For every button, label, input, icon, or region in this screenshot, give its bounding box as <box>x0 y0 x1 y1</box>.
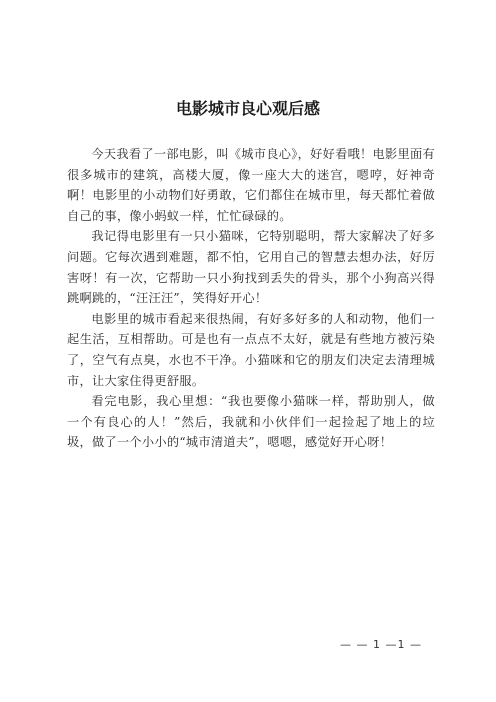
paragraph-1: 今天我看了一部电影，叫《城市良心》，好好看哦！电影里面有很多城市的建筑，高楼大厦，像一座大大的迷宫，嗯哼，好神奇啊！电影里的小动物们好勇敢，它们都住在城市里，每天都忙着做自己的事，像小蚂蚁一样，忙忙碌碌的。 <box>67 147 435 223</box>
paragraph-4: 看完电影，我心里想：“我也要像小猫咪一样，帮助别人，做一个有良心的人！”然后，我就和小伙伴们一起捡起了地上的垃圾，做了一个小小的“城市清道夫”，嗯嗯，感觉好开心呀！ <box>67 394 435 450</box>
document-title: 电影城市良心观后感 <box>175 99 320 118</box>
paragraph-3: 电影里的城市看起来很热闹，有好多好多的人和动物，他们一起生活，互相帮助。可是也有一点点不太好，就是有些地方被污染了，空气有点臭，水也不干净。小猫咪和它的朋友们决定去清理城市，让大家住得更舒服。 <box>67 311 435 388</box>
page-number-footer: — — 1 —1 — <box>340 638 422 651</box>
paragraph-2: 我记得电影里有一只小猫咪，它特别聪明，帮大家解决了好多问题。它每次遇到难题，都不怕，它用自己的智慧去想办法，好厉害呀！有一次，它帮助一只小狗找到丢失的骨头，那个小狗高兴得跳啊跳的，“汪汪汪”，笑得好开心！ <box>67 229 435 306</box>
document-body <box>67 144 435 453</box>
